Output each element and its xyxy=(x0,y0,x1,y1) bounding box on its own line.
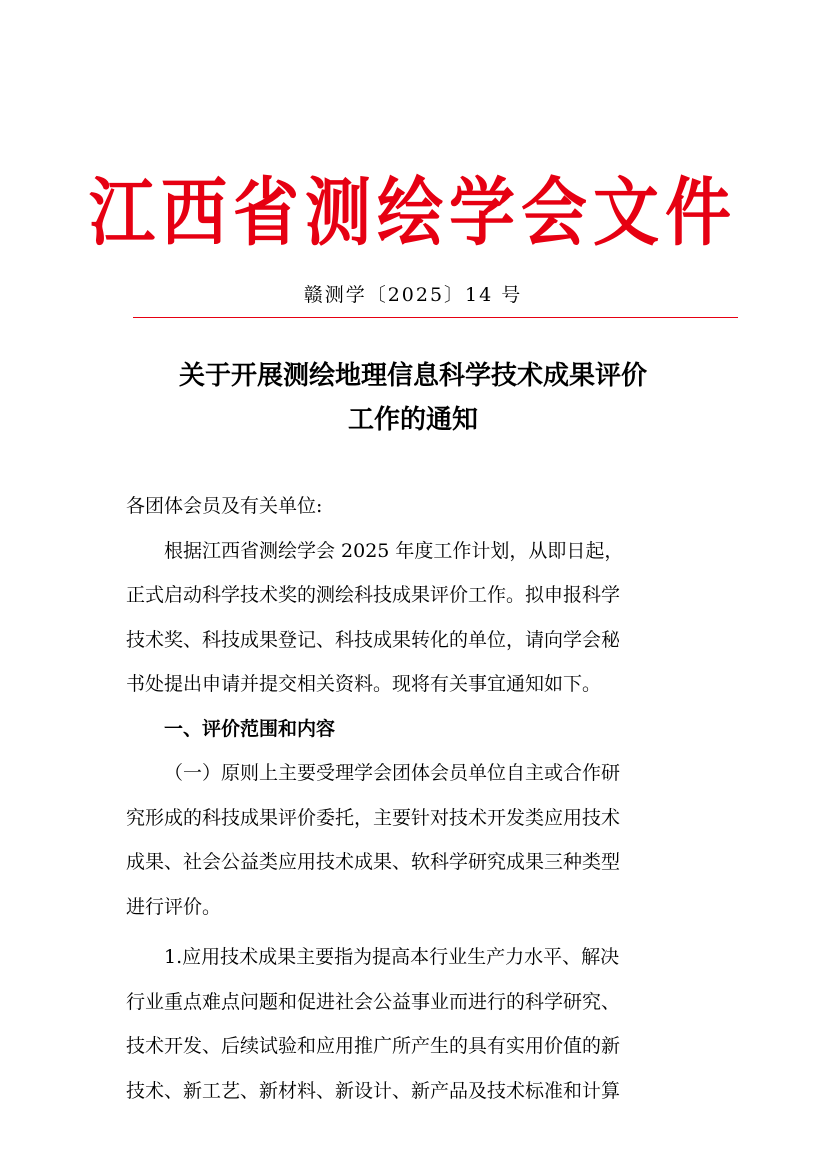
paragraph-1-line-1: 根据江西省测绘学会 2025 年度工作计划，从即日起， xyxy=(164,539,624,562)
section-1-paragraph-1 xyxy=(126,751,706,929)
salutation: 各团体会员及有关单位: xyxy=(126,495,323,517)
section-1-p1-line-4: 进行评价。 xyxy=(126,895,222,918)
title-line-2: 工作的通知 xyxy=(347,405,478,435)
title-line-1: 关于开展测绘地理信息科学技术成果评价 xyxy=(178,361,647,391)
section-1-p2-line-1: 1.应用技术成果主要指为提高本行业生产力水平、解决 xyxy=(164,946,620,968)
section-1-p2-line-4: 技术、新工艺、新材料、新设计、新产品及技术标准和计算 xyxy=(126,1079,621,1102)
document-number: 赣测学〔2025〕14 号 xyxy=(303,284,523,306)
document-body xyxy=(126,484,706,1113)
section-1-heading: 一、评价范围和内容 xyxy=(164,717,336,740)
masthead-title: 江西省测绘学会文件 xyxy=(89,168,737,257)
section-1-p1-line-1: （一）原则上主要受理学会团体会员单位自主或合作研 xyxy=(164,762,621,784)
section-1-p2-line-3: 技术开发、后续试验和应用推广所产生的具有实用价值的新 xyxy=(126,1035,621,1057)
section-1-p2-line-2: 行业重点难点问题和促进社会公益事业而进行的科学研究、 xyxy=(126,990,621,1013)
section-1-p1-line-2: 究形成的科技成果评价委托，主要针对技术开发类应用技术 xyxy=(126,806,621,829)
section-1-paragraph-2 xyxy=(126,935,706,1113)
notice-title xyxy=(100,354,726,442)
red-divider-line xyxy=(133,317,738,318)
section-1-p1-line-3: 成果、社会公益类应用技术成果、软科学研究成果三种类型 xyxy=(126,851,621,873)
paragraph-1 xyxy=(126,529,706,707)
paragraph-1-line-4: 书处提出申请并提交相关资料。现将有关事宜通知如下。 xyxy=(126,673,602,695)
paragraph-1-line-3: 技术奖、科技成果登记、科技成果转化的单位，请向学会秘 xyxy=(126,628,621,651)
paragraph-1-line-2: 正式启动科学技术奖的测绘科技成果评价工作。拟申报科学 xyxy=(126,584,621,606)
